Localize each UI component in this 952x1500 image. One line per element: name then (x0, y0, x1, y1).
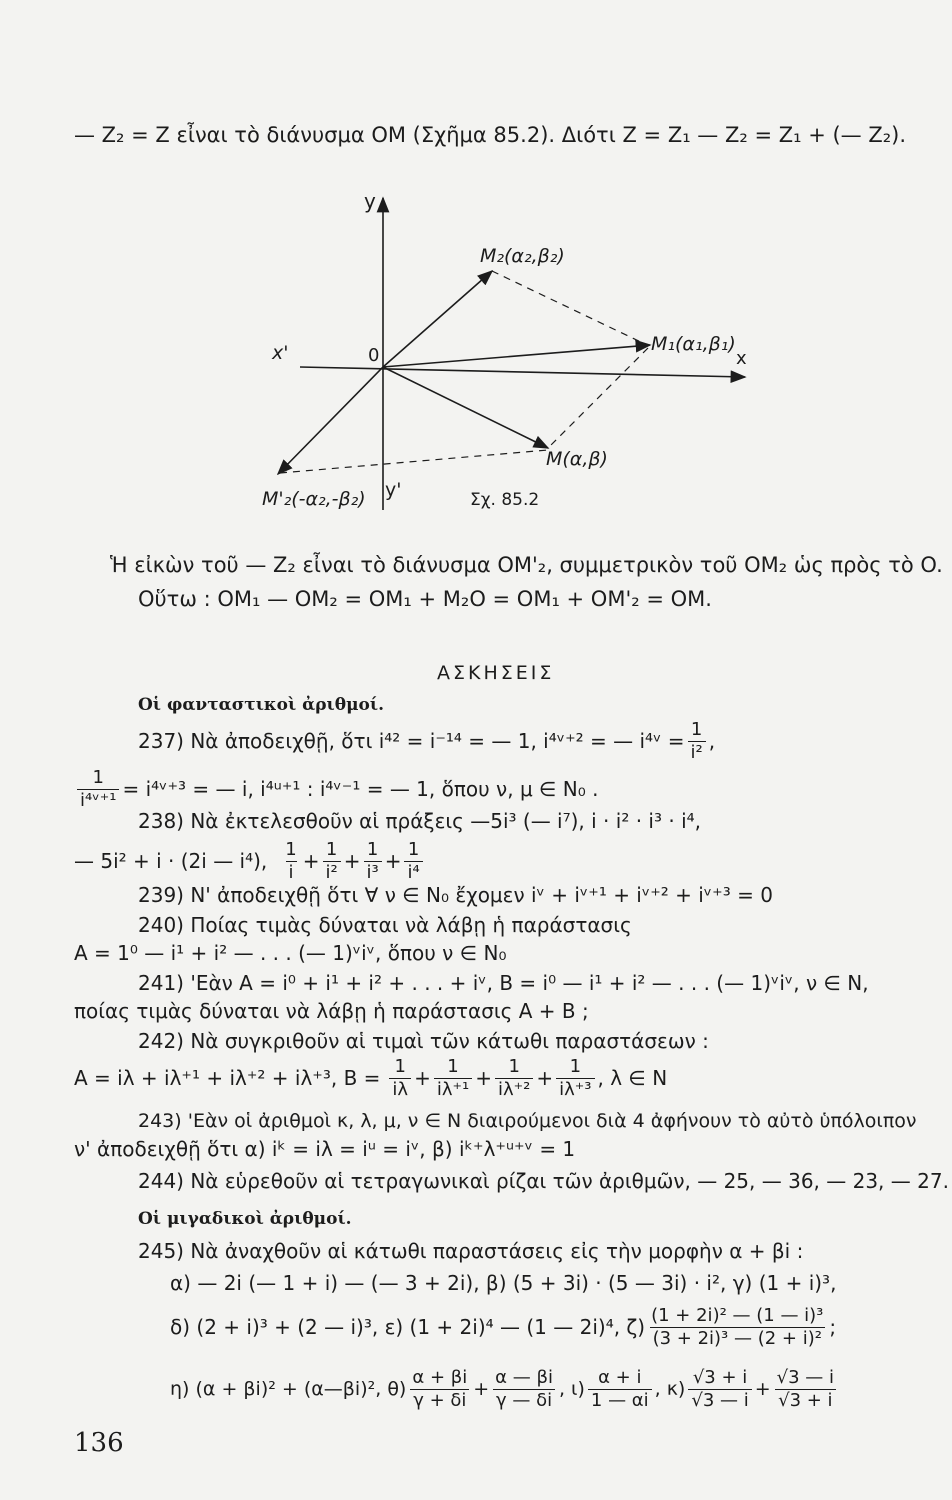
so-line: Οὕτω : OM₁ — OM₂ = OM₁ + M₂O = OM₁ + OM'₂ = OM. (138, 587, 712, 611)
top-line: — Z₂ = Z εἶναι τὸ διάνυσμα OM (Σχῆμα 85.2). Διότι Z = Z₁ — Z₂ = Z₁ + (— Z₂). (74, 123, 907, 147)
section-imaginary: Οἱ φανταστικοὶ ἀριθμοί. (138, 695, 385, 715)
exercises-heading: ΑΣΚΗΣΕΙΣ (437, 662, 555, 684)
ex241-line1: 241) 'Εὰν A = i⁰ + i¹ + i² + . . . + iᵛ, B = i⁰ — i¹ + i² — . . . (— 1)ᵛiᵛ, ν ∈ N, (138, 971, 869, 995)
dashed-m1-m (548, 348, 648, 448)
label-m2: M₂(α₂,β₂) (480, 245, 565, 267)
label-x: x (736, 348, 747, 369)
ex242-frac-3: $\frac{1}{\text{iλ⁺²}}$ (495, 1056, 533, 1101)
ex242-frac-1: $\frac{1}{i\lambda}$ (389, 1056, 411, 1101)
vector-om1 (383, 345, 650, 367)
ex237-fraction2: $\frac{1}{\text{i⁴ᵛ⁺¹}}$ (77, 767, 119, 812)
ex245-kappa-frac2: $\frac{√3 — i}{√3 + i}$ (776, 1366, 835, 1411)
ex245-line1: 245) Νὰ ἀναχθοῦν αἱ κάτωθι παραστάσεις εἰς τὴν μορφὴν α + βi : (138, 1239, 804, 1263)
label-y: y (364, 189, 376, 213)
ex237-fraction: $\frac{1}{\text{i²}}$ (688, 719, 706, 764)
page-number: 136 (74, 1428, 124, 1458)
ex239: 239) Ν' ἀποδειχθῇ ὅτι ∀ ν ∈ N₀ ἔχομεν iᵛ + iᵛ⁺¹ + iᵛ⁺² + iᵛ⁺³ = 0 (138, 883, 773, 907)
ex242-frac-2: $\frac{1}{\text{iλ⁺¹}}$ (434, 1056, 472, 1101)
ex242-line1: 242) Νὰ συγκριθοῦν αἱ τιμαὶ τῶν κάτωθι παραστάσεων : (138, 1029, 709, 1053)
ex245-kappa-frac1: $\frac{√3 + i}{√3 — i}$ (688, 1367, 751, 1412)
ex245-line4: η) (α + βi)² + (α—βi)², θ) $\frac{\alpha + \beta i}{\gamma + \delta i}$ + $\frac{\alpha — \beta i}{\gamma — \delta i}$ , ι) $\frac{\alpha + i}{1 — \alpha i}$ , κ) $\frac{√3 + i}{√3 — i}$ + $\frac{√3 — i}{√3 + i}$ (170, 1358, 840, 1420)
vector-om (383, 367, 548, 448)
section-complex: Οἱ μιγαδικοὶ ἀριθμοί. (138, 1209, 352, 1229)
label-m: M(α,β) (546, 448, 608, 470)
ex245-zeta-fraction: $\frac{\text{(1 + 2i)² — (1 — i)³}}{\text{(3 + 2i)³ — (2 + i)²}}$ (651, 1304, 824, 1349)
figure-caption: Σχ. 85.2 (470, 490, 540, 510)
ex242-line2: A = iλ + iλ⁺¹ + iλ⁺² + iλ⁺³, B = $\frac{1}{i\lambda}$ + $\frac{1}{\text{iλ⁺¹}}$ + $\frac{1}{\text{iλ⁺²}}$ + $\frac{1}{\text{iλ⁺³}}$ , λ ∈ N (74, 1055, 668, 1100)
ex245-theta-frac2: $\frac{\alpha — \beta i}{\gamma — \delta i}$ (492, 1367, 556, 1412)
ex245-line3: δ) (2 + i)³ + (2 — i)³, ε) (1 + 2i)⁴ — (1 — 2i)⁴, ζ) $\frac{\text{(1 + 2i)² — (1 — i)³}}{\text{(3 + 2i)³ — (2 + i)²}}$ ; (170, 1304, 837, 1349)
ex241-line2: ποίας τιμὰς δύναται νὰ λάβῃ ἡ παράστασις A + B ; (74, 999, 589, 1023)
vector-om2-prime (278, 367, 383, 474)
ex243-line1: 243) 'Εὰν οἱ ἀριθμοὶ κ, λ, μ, ν ∈ N διαιρούμενοι διὰ 4 ἀφήνουν τὸ αὐτὸ ὑπόλοιπον (138, 1110, 917, 1132)
ex242-frac-4: $\frac{1}{\text{iλ⁺³}}$ (556, 1056, 594, 1101)
ex238-line1: 238) Νὰ ἐκτελεσθοῦν αἱ πράξεις —5i³ (— i⁷), i · i² · i³ · i⁴, (138, 809, 701, 833)
ex238-frac-3: $\frac{1}{\text{i³}}$ (364, 839, 382, 884)
vector-diagram (0, 0, 952, 560)
ex238-frac-2: $\frac{1}{\text{i²}}$ (323, 839, 341, 884)
label-m2-prime: M'₂(-α₂,-β₂) (262, 488, 366, 510)
dashed-m2p-m (280, 450, 548, 473)
vector-om2 (383, 271, 492, 367)
ex240-line1: 240) Ποίας τιμὰς δύναται νὰ λάβῃ ἡ παράστασις (138, 913, 632, 937)
ex237-line1: 237) Νὰ ἀποδειχθῇ, ὅτι i⁴² = i⁻¹⁴ = — 1, i⁴ᵛ⁺² = — i⁴ᵛ = $\frac{1}{\text{i²}}$ , (138, 718, 716, 763)
ex238-frac-1: $\frac{1}{i}$ (285, 838, 297, 883)
ex238-frac-4: $\frac{1}{\text{i⁴}}$ (404, 839, 422, 884)
ex245-theta-frac1: $\frac{\alpha + \beta i}{\gamma + \delta i}$ (409, 1367, 470, 1412)
label-m1: M₁(α₁,β₁) (651, 333, 736, 355)
ex244: 244) Νὰ εὑρεθοῦν αἱ τετραγωνικαὶ ρίζαι τῶν ἀριθμῶν, — 25, — 36, — 23, — 27. (138, 1169, 949, 1193)
dashed-m2-m1 (492, 271, 645, 344)
ex237-text: 237) Νὰ ἀποδειχθῇ, ὅτι i⁴² = i⁻¹⁴ = — 1, i⁴ᵛ⁺² = — i⁴ᵛ = (138, 729, 685, 753)
x-axis (300, 367, 745, 377)
ex245-line2: α) — 2i (— 1 + i) — (— 3 + 2i), β) (5 + 3i) · (5 — 3i) · i², γ) (1 + i)³, (170, 1271, 837, 1295)
image-line: Ἡ εἰκὼν τοῦ — Z₂ εἶναι τὸ διάνυσμα OM'₂, συμμετρικὸν τοῦ OM₂ ὡς πρὸς τὸ O. (110, 553, 943, 577)
label-origin: 0 (368, 345, 380, 366)
ex240-line2: A = 1⁰ — i¹ + i² — . . . (— 1)ᵛiᵛ, ὅπου ν ∈ N₀ (74, 941, 507, 965)
ex243-line2: ν' ἀποδειχθῇ ὅτι α) iᵏ = iλ = iᵘ = iᵛ, β) iᵏ⁺λ⁺ᵘ⁺ᵛ = 1 (74, 1137, 576, 1161)
ex245-iota-frac: $\frac{\alpha + i}{1 — \alpha i}$ (588, 1367, 652, 1412)
ex238-line2: — 5i² + i · (2i — i⁴), $\frac{1}{i}$ + $\frac{1}{\text{i²}}$ + $\frac{1}{\text{i³}}$ + $\frac{1}{\text{i⁴}}$ (74, 834, 426, 888)
label-y-prime: y' (385, 479, 402, 501)
label-x-prime: x' (272, 342, 289, 364)
ex237-text2: = i⁴ᵛ⁺³ = — i, i⁴ᵘ⁺¹ : i⁴ᵛ⁻¹ = — 1, ὅπου ν, μ ∈ N₀ . (122, 777, 599, 801)
